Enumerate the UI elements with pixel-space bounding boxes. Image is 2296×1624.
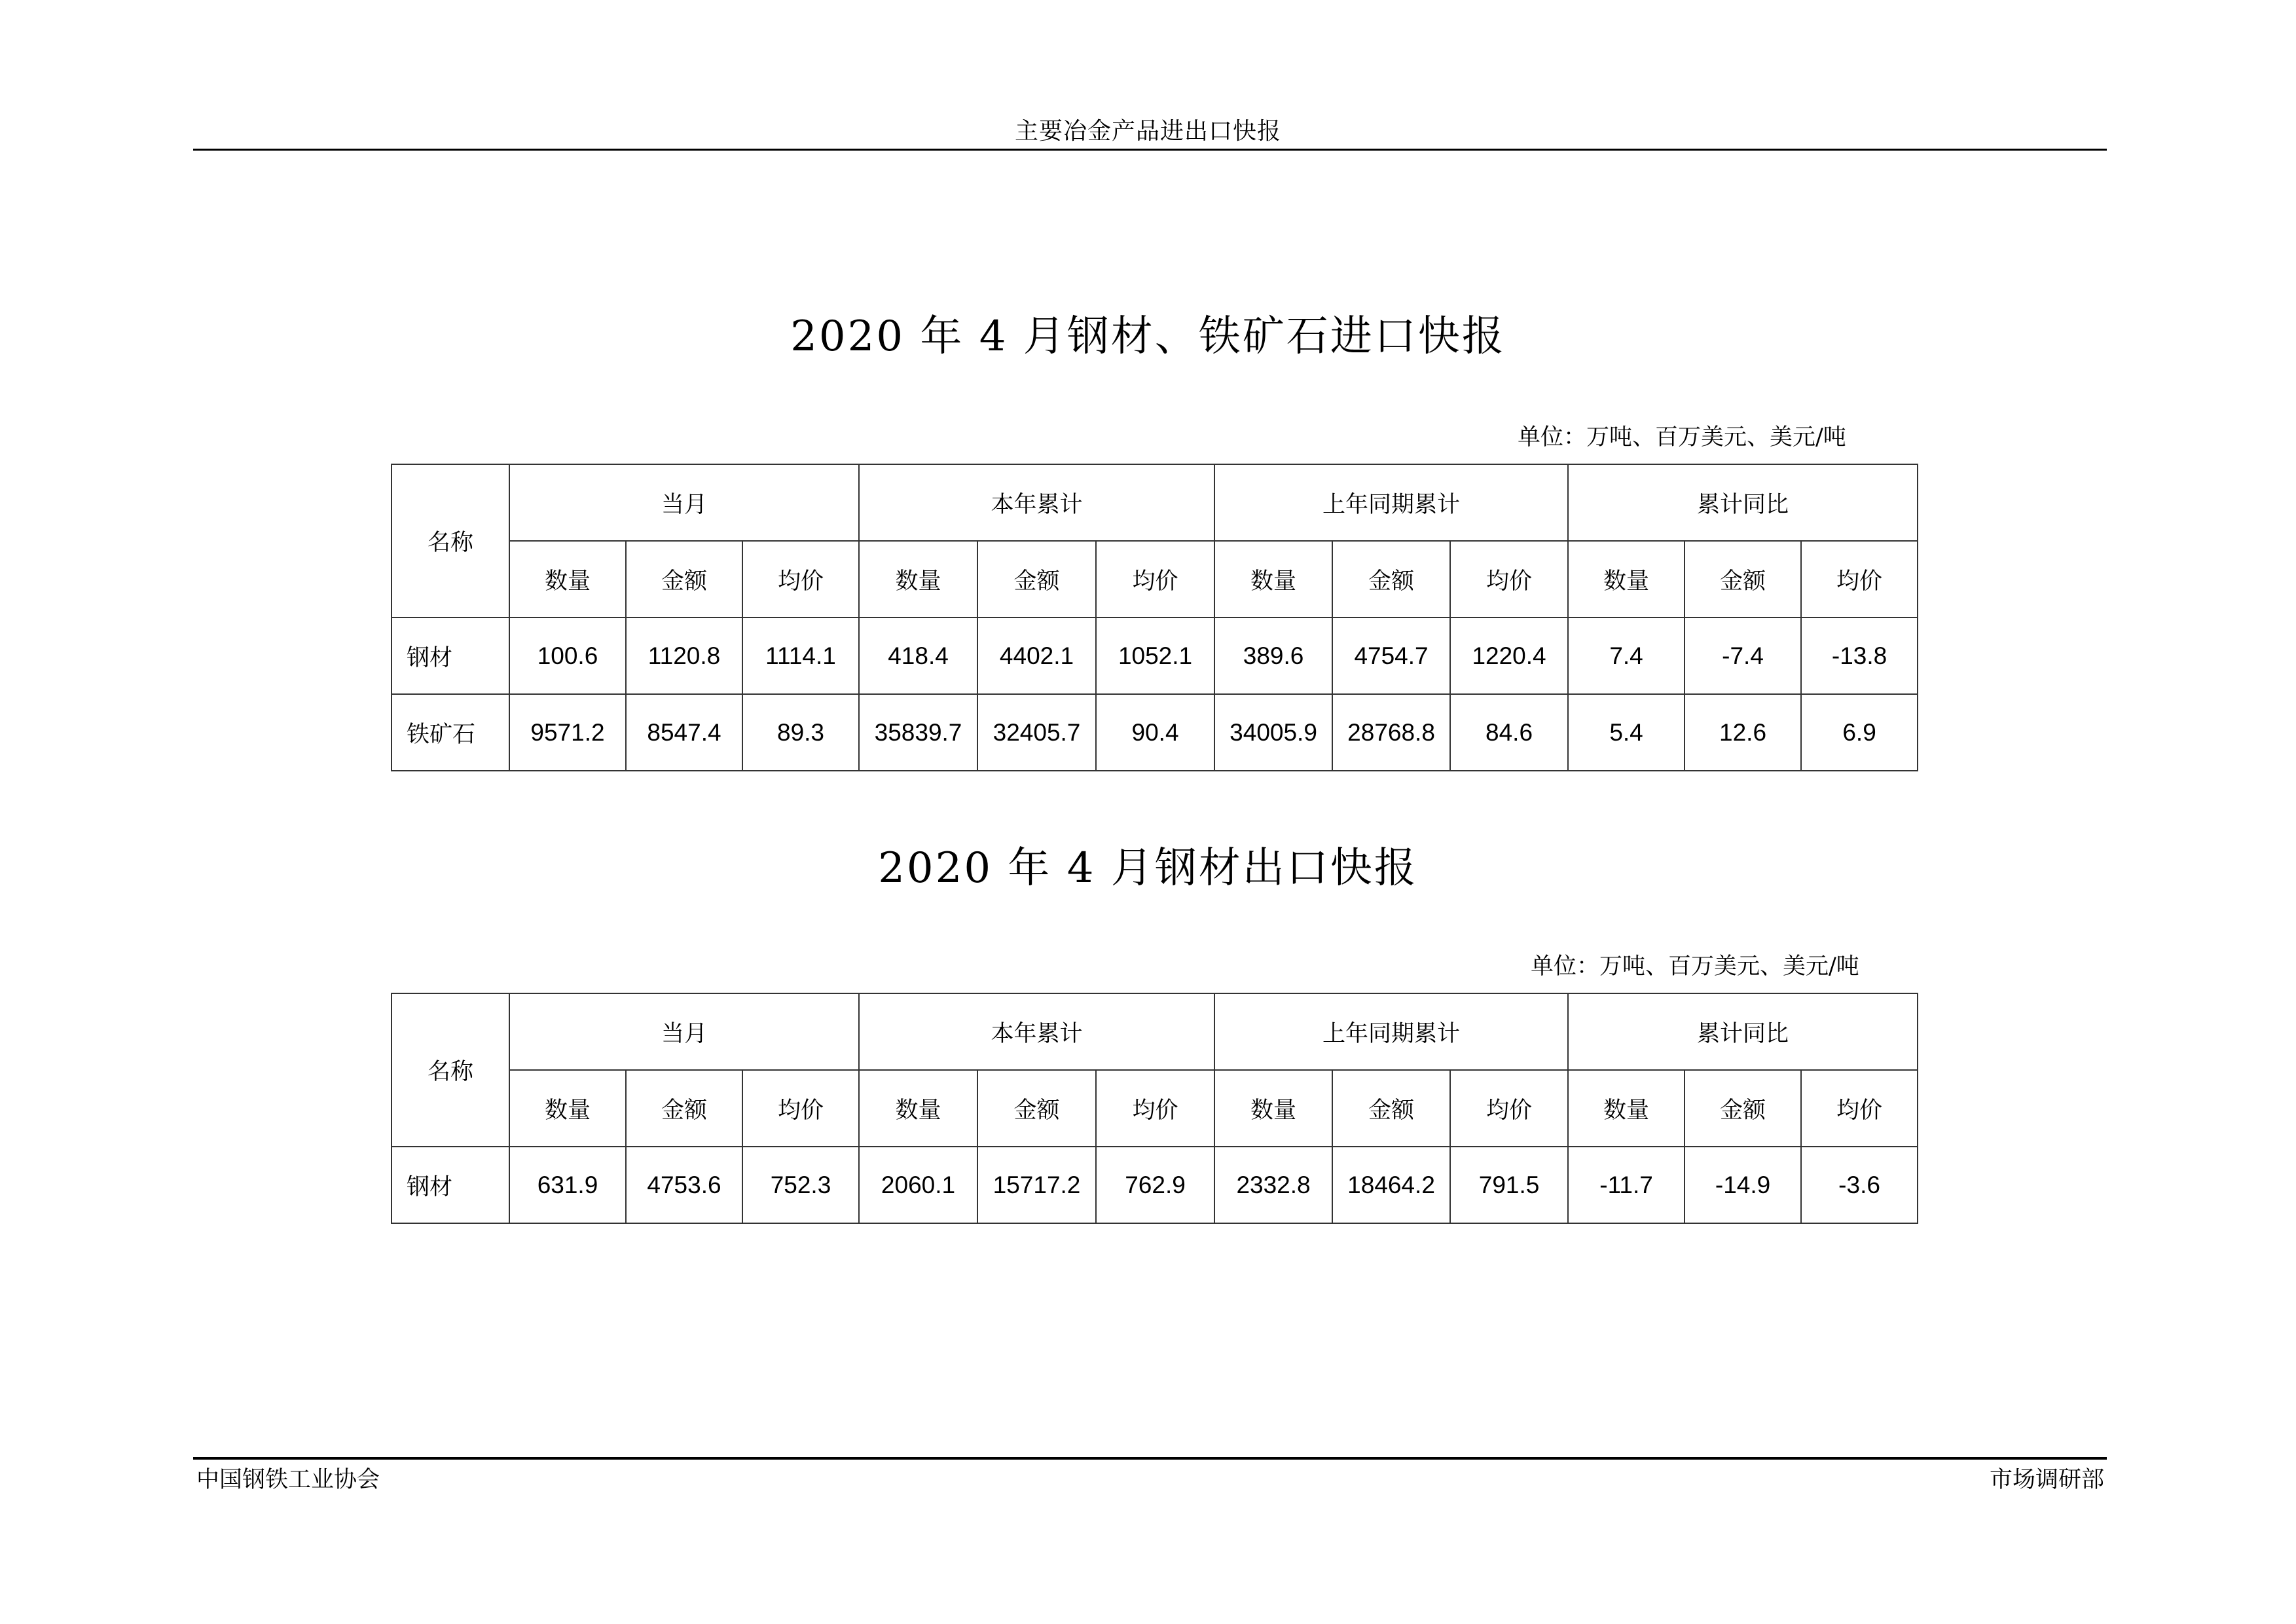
group-header-yoy: 累计同比 [1568,464,1918,541]
subheader-amount: 金额 [1332,1070,1450,1147]
group-header-ytd: 本年累计 [859,993,1214,1070]
table-cell: 89.3 [742,694,859,771]
footer-organization: 中国钢铁工业协会 [196,1467,380,1493]
export-report-title: 2020 年 4 月钢材出口快报 [878,844,1418,893]
table-cell: 4402.1 [977,618,1096,694]
table-subheader-row [392,541,1918,618]
table-cell: 1120.8 [626,618,742,694]
table-row [392,618,1918,694]
table-cell: 6.9 [1801,694,1918,771]
table-cell: -14.9 [1685,1147,1801,1223]
subheader-quantity: 数量 [509,1070,626,1147]
import-table [391,464,1918,771]
row-name: 铁矿石 [392,694,509,771]
subheader-avg-price: 均价 [1096,1070,1214,1147]
table-cell: -13.8 [1801,618,1918,694]
table-cell: 7.4 [1568,618,1685,694]
table-cell: 2332.8 [1214,1147,1332,1223]
group-header-ytd: 本年累计 [859,464,1214,541]
subheader-quantity: 数量 [1568,1070,1685,1147]
subheader-avg-price: 均价 [1450,541,1568,618]
page-header-title: 主要冶金产品进出口快报 [1014,118,1281,145]
table-row [392,694,1918,771]
table-cell: 1114.1 [742,618,859,694]
group-header-yoy: 累计同比 [1568,993,1918,1070]
table-cell: 4753.6 [626,1147,742,1223]
subheader-avg-price: 均价 [1096,541,1214,618]
footer-rule [193,1457,2107,1460]
table-cell: 84.6 [1450,694,1568,771]
subheader-quantity: 数量 [1214,541,1332,618]
table-cell: -11.7 [1568,1147,1685,1223]
row-name: 钢材 [392,618,509,694]
table-cell: 18464.2 [1332,1147,1450,1223]
table-cell: 8547.4 [626,694,742,771]
subheader-avg-price: 均价 [1450,1070,1568,1147]
table-cell: 90.4 [1096,694,1214,771]
subheader-amount: 金额 [977,541,1096,618]
subheader-amount: 金额 [1332,541,1450,618]
table-subheader-row [392,1070,1918,1147]
subheader-avg-price: 均价 [742,541,859,618]
subheader-amount: 金额 [1685,1070,1801,1147]
table-cell: 15717.2 [977,1147,1096,1223]
row-name: 钢材 [392,1147,509,1223]
subheader-amount: 金额 [626,1070,742,1147]
table-cell: 2060.1 [859,1147,977,1223]
subheader-amount: 金额 [626,541,742,618]
name-header: 名称 [392,464,509,618]
group-header-prior-ytd: 上年同期累计 [1214,464,1568,541]
table-header-row [392,993,1918,1070]
table-header-row [392,464,1918,541]
subheader-avg-price: 均价 [1801,541,1918,618]
group-header-current-month: 当月 [509,993,859,1070]
export-unit-label: 单位：万吨、百万美元、美元/吨 [1531,953,1859,980]
import-report-title: 2020 年 4 月钢材、铁矿石进口快报 [790,312,1506,361]
table-cell: 1220.4 [1450,618,1568,694]
subheader-quantity: 数量 [1568,541,1685,618]
table-cell: 5.4 [1568,694,1685,771]
subheader-avg-price: 均价 [1801,1070,1918,1147]
table-cell: 12.6 [1685,694,1801,771]
table-cell: 9571.2 [509,694,626,771]
footer-department: 市场调研部 [1989,1467,2104,1493]
table-cell: 28768.8 [1332,694,1450,771]
subheader-amount: 金额 [977,1070,1096,1147]
export-table [391,993,1918,1224]
subheader-quantity: 数量 [509,541,626,618]
group-header-prior-ytd: 上年同期累计 [1214,993,1568,1070]
table-cell: 418.4 [859,618,977,694]
header-rule [193,149,2107,151]
subheader-quantity: 数量 [859,1070,977,1147]
table-cell: -7.4 [1685,618,1801,694]
table-cell: 35839.7 [859,694,977,771]
table-cell: 762.9 [1096,1147,1214,1223]
table-cell: 32405.7 [977,694,1096,771]
table-cell: 389.6 [1214,618,1332,694]
subheader-quantity: 数量 [859,541,977,618]
table-cell: -3.6 [1801,1147,1918,1223]
table-cell: 791.5 [1450,1147,1568,1223]
subheader-amount: 金额 [1685,541,1801,618]
table-cell: 631.9 [509,1147,626,1223]
table-cell: 4754.7 [1332,618,1450,694]
import-unit-label: 单位：万吨、百万美元、美元/吨 [1518,424,1846,451]
subheader-avg-price: 均价 [742,1070,859,1147]
subheader-quantity: 数量 [1214,1070,1332,1147]
table-row [392,1147,1918,1223]
group-header-current-month: 当月 [509,464,859,541]
table-cell: 34005.9 [1214,694,1332,771]
table-cell: 100.6 [509,618,626,694]
table-cell: 1052.1 [1096,618,1214,694]
name-header: 名称 [392,993,509,1147]
table-cell: 752.3 [742,1147,859,1223]
